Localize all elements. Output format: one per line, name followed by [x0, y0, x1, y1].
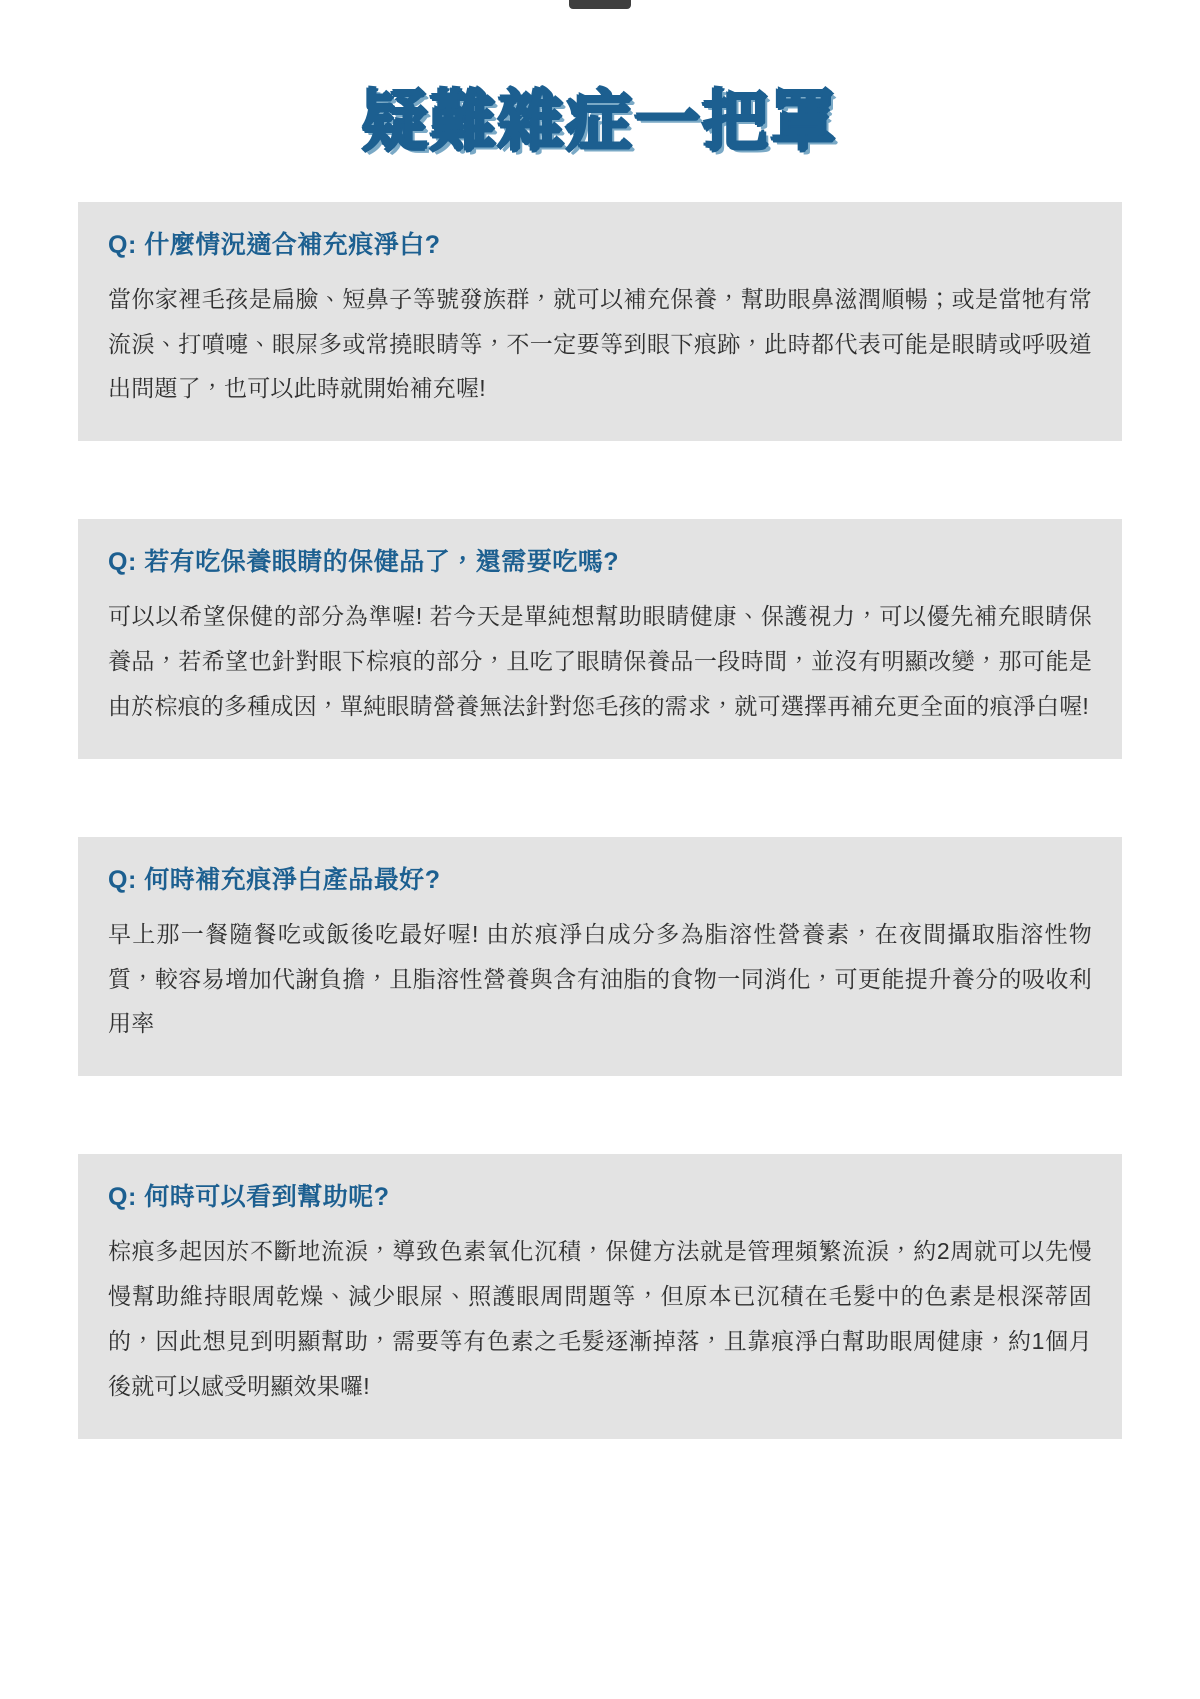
faq-answer: 可以以希望保健的部分為準喔! 若今天是單純想幫助眼睛健康、保護視力，可以優先補充眼睛保養品，若希望也針對眼下棕痕的部分，且吃了眼睛保養品一段時間，並沒有明顯改變，那可能是由於棕痕的多種成因，單純眼睛營養無法針對您毛孩的需求，就可選擇再補充更全面的痕淨白喔!	[108, 603, 1092, 719]
faq-answer: 早上那一餐隨餐吃或飯後吃最好喔! 由於痕淨白成分多為脂溶性營養素，在夜間攝取脂溶性物質，較容易增加代謝負擔，且脂溶性營養與含有油脂的食物一同消化，可更能提升養分的吸收利用率	[108, 920, 1092, 1037]
faq-question: Q: 什麼情況適合補充痕淨白?	[108, 230, 441, 259]
faq-item	[78, 519, 1122, 759]
faq-answer: 當你家裡毛孩是扁臉、短鼻子等號發族群，就可以補充保養，幫助眼鼻滋潤順暢；或是當牠有常流淚、打噴嚏、眼屎多或常撓眼睛等，不一定要等到眼下痕跡，此時都代表可能是眼睛或呼吸道出問題了，也可以此時就開始補充喔!	[108, 285, 1092, 402]
page-title-wrap	[0, 0, 1200, 202]
page-title: 疑難雜症一把罩	[362, 84, 838, 159]
faq-item	[78, 837, 1122, 1077]
faq-question: Q: 何時可以看到幫助呢?	[108, 1183, 390, 1212]
faq-answer: 棕痕多起因於不斷地流淚，導致色素氧化沉積，保健方法就是管理頻繁流淚，約2周就可以先慢慢幫助維持眼周乾燥、減少眼屎、照護眼周問題等，但原本已沉積在毛髮中的色素是根深蒂固的，因此想見到明顯幫助，需要等有色素之毛髮逐漸掉落，且靠痕淨白幫助眼周健康，約1個月後就可以感受明顯效果囉!	[108, 1238, 1092, 1399]
faq-list	[0, 202, 1200, 1439]
faq-question: Q: 若有吃保養眼睛的保健品了，還需要吃嗎?	[108, 548, 619, 577]
faq-item	[78, 1154, 1122, 1438]
bottom-spacer	[0, 1439, 1200, 1559]
faq-question: Q: 何時補充痕淨白產品最好?	[108, 865, 441, 894]
top-notch-decoration	[569, 0, 631, 9]
faq-item	[78, 202, 1122, 442]
